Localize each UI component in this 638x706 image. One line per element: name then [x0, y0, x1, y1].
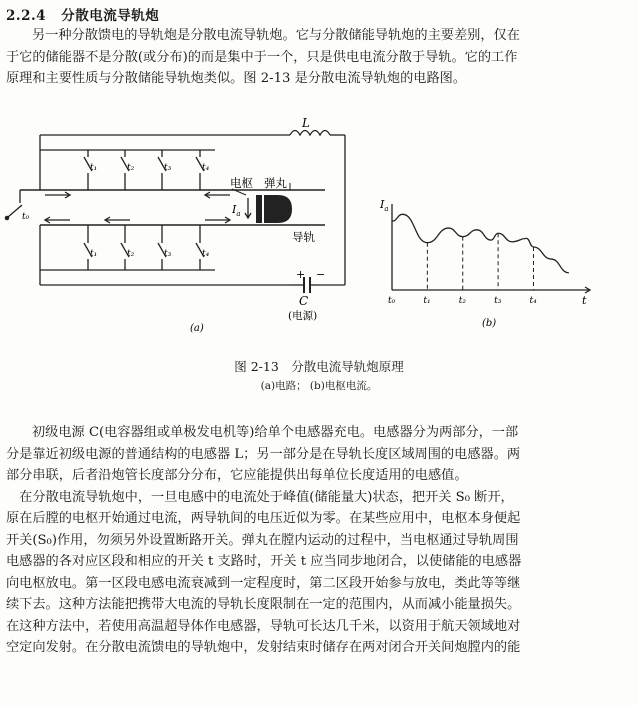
body-line: 续下去。这种方法能把携带大电流的导轨长度限制在一定的范围内，从而减小能量损失。 — [6, 597, 521, 612]
switch-label: t₃ — [164, 163, 172, 173]
body-line: 分是靠近初级电源的普通结构的电感器 L；另一部分是在导轨长度区域周围的电感器。两 — [6, 446, 521, 462]
body-line: 原在后膛的电枢开始通过电流，两导轨间的电压近似为零。在某些应用中，电枢本身便起 — [6, 511, 521, 526]
body-line: 电感器的各对应区段和相应的开关 t 支路时，开关 t 应当同步地闭合，以使储能的电感器 — [6, 554, 522, 569]
switch-label: t₁ — [90, 163, 98, 173]
switch-label: t₄ — [202, 249, 210, 259]
body-text — [6, 422, 630, 659]
bottom-switches — [84, 225, 204, 270]
inductor-label: L — [302, 116, 310, 130]
minus-sign: − — [316, 268, 326, 281]
projectile-label: 弹丸 — [264, 176, 287, 190]
inductor-coil — [290, 131, 330, 136]
switch-label: t₃ — [164, 249, 172, 259]
plus-sign: + — [296, 268, 306, 281]
tick-label: t₀ — [388, 296, 396, 306]
switch-label: t₁ — [90, 249, 98, 259]
top-switches — [84, 150, 204, 190]
capacitor-label: C — [299, 294, 309, 308]
body-line: 开关(S₀)作用，勿须另外设置断路开关。弹丸在膛内运动的过程中，当电枢通过导轨周围 — [6, 532, 519, 548]
intro-line: 原理和主要性质与分散储能导轨炮类似。图 2-13 是分散电流导轨炮的电路图。 — [6, 71, 467, 86]
rail-label: 导轨 — [292, 230, 315, 244]
body-line: 在这种方法中，若使用高温超导体作电感器，导轨可长达几千米，以资用于航天领域地对 — [6, 618, 521, 634]
projectile — [264, 195, 292, 223]
body-line: 向电枢放电。第一区段电感电流衰减到一定程度时，第二区段开始参与放电，类此等等继 — [6, 575, 521, 591]
switch-label: t₄ — [202, 163, 210, 173]
circuit-diagram — [0, 105, 360, 340]
figure-caption: 图 2-13 分散电流导轨炮原理 — [234, 359, 404, 374]
switch-label: t₂ — [127, 163, 135, 173]
tick-label: t₁ — [423, 296, 431, 306]
panel-b-label: (b) — [482, 318, 497, 329]
body-line: 在分散电流导轨炮中，一旦电感中的电流处于峰值(储能量大)状态，把开关 S₀ 断开， — [6, 489, 514, 505]
armature-label: 电枢 — [230, 176, 253, 190]
body-line: 初级电源 C(电容器组或单极发电机等)给单个电感器充电。电感器分为两部分，一部 — [32, 425, 519, 440]
section-number: 2.2.4 — [6, 8, 47, 24]
panel-a-label: (a) — [190, 323, 204, 334]
armature — [256, 195, 262, 223]
body-line: 空定向发射。在分散电流馈电的导轨炮中，发射结束时储存在两对闭合开关间炮膛内的能 — [6, 640, 521, 655]
current-label: $I_a$ — [232, 203, 241, 218]
tick-label: t₄ — [529, 296, 537, 306]
intro-paragraph — [6, 25, 630, 90]
current-curve — [392, 214, 569, 272]
body-line: 部分串联，后者沿炮管长度部分分布，它应能提供出每单位长度适用的电感值。 — [6, 468, 468, 483]
section-title: 分散电流导轨炮 — [61, 8, 160, 24]
main-switch — [8, 205, 22, 217]
intro-line: 另一种分散馈电的导轨炮是分散电流导轨炮。它与分散储能导轨炮的主要差别，仅在 — [32, 28, 520, 43]
plot-xlabel: t — [582, 294, 587, 307]
switch-label: t₂ — [127, 249, 135, 259]
source-label: (电源) — [288, 310, 318, 322]
armature-current-plot — [368, 190, 608, 340]
main-switch-label: t₀ — [22, 212, 30, 222]
plot-ylabel: $I_a$ — [380, 198, 389, 213]
intro-line: 于它的储能器不是分散(或分布)的而是集中于一个，只是供电电流分散于导轨。它的工作 — [6, 49, 518, 65]
figure-subcaption: (a)电路； (b)电枢电流。 — [260, 380, 378, 392]
section-heading — [6, 4, 159, 24]
tick-label: t₃ — [494, 296, 502, 306]
tick-label: t₂ — [458, 296, 466, 306]
